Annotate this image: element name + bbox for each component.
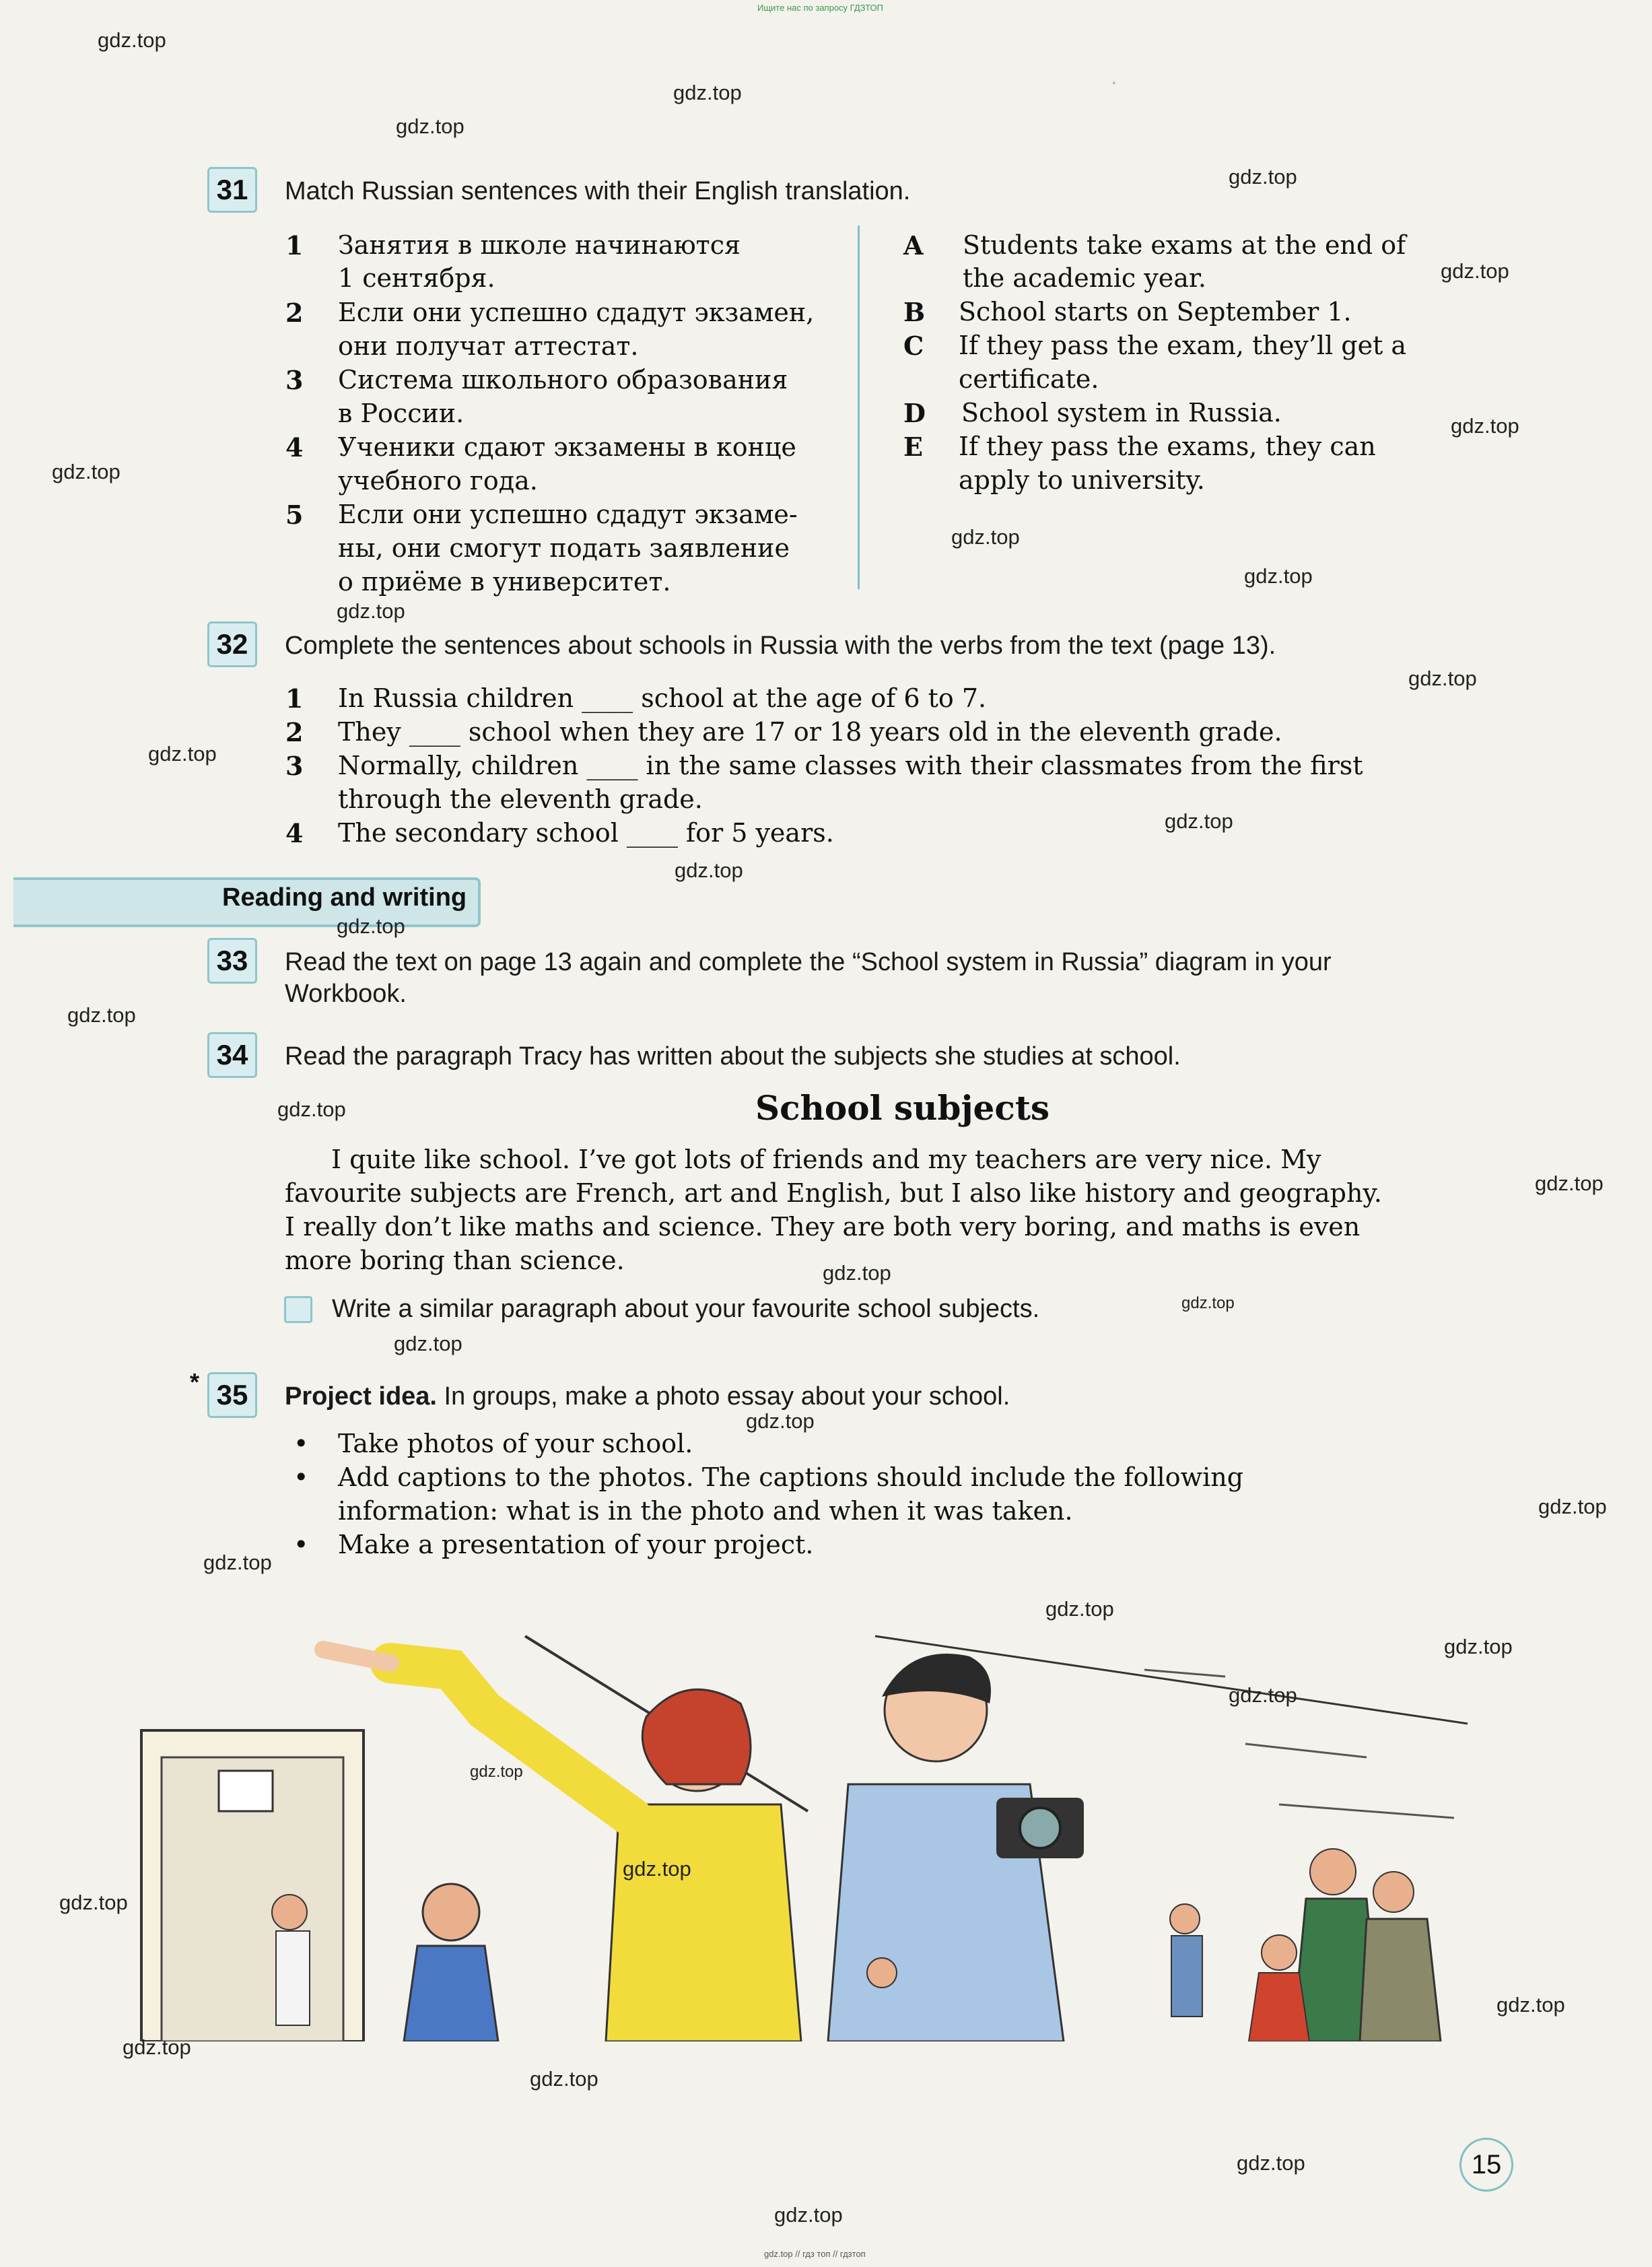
watermark: gdz.top <box>675 858 743 882</box>
watermark: gdz.top <box>623 1857 691 1881</box>
ru-number: 3 <box>285 365 304 395</box>
en-line: If they pass the exam, they’ll get a <box>959 331 1407 360</box>
watermark: gdz.top <box>1045 1597 1114 1621</box>
bullet-icon: • <box>294 1462 309 1492</box>
watermark: gdz.top <box>67 1003 136 1027</box>
exercise-32-badge: 32 <box>207 621 257 667</box>
en-letter: D <box>903 398 926 428</box>
watermark: gdz.top <box>1496 1993 1565 2017</box>
watermark: gdz.top <box>470 1763 523 1781</box>
watermark: gdz.top <box>1451 414 1519 438</box>
watermark: gdz.top <box>394 1332 462 1355</box>
project-idea-text: In groups, make a photo essay about your school. <box>436 1382 1010 1411</box>
en-line: certificate. <box>959 364 1099 394</box>
ru-number: 2 <box>285 298 304 328</box>
column-divider <box>858 226 860 589</box>
item-text: They ____ school when they are 17 or 18 years old in the eleventh grade. <box>338 717 1282 747</box>
watermark: gdz.top <box>530 2067 598 2091</box>
bullet-text: Add captions to the photos. The captions should include the following <box>338 1462 1244 1492</box>
en-letter: B <box>903 297 926 327</box>
bullet-icon: • <box>294 1530 309 1559</box>
watermark: gdz.top <box>1165 809 1233 833</box>
en-line: the academic year. <box>963 263 1206 293</box>
exercise-34-instruction: Read the paragraph Tracy has written about the subjects she studies at school. <box>285 1042 1181 1071</box>
watermark: gdz.top <box>1535 1172 1604 1195</box>
ru-line: о приёме в университет. <box>338 567 671 597</box>
ru-line: Занятия в школе начинаются <box>338 230 741 260</box>
exercise-35-badge: 35 <box>207 1372 257 1418</box>
bullet-icon: • <box>294 1429 309 1458</box>
bullet-text: Make a presentation of your project. <box>338 1530 814 1559</box>
item-number: 3 <box>285 751 304 781</box>
writing-task: Write a similar paragraph about your favourite school subjects. <box>332 1295 1040 1323</box>
watermark: gdz.top <box>123 2035 191 2059</box>
en-line: If they pass the exams, they can <box>959 432 1376 461</box>
paragraph-line: more boring than science. <box>285 1246 625 1275</box>
en-letter: C <box>903 331 924 361</box>
en-line: Students take exams at the end of <box>963 230 1406 260</box>
ru-line: учебного года. <box>338 466 538 496</box>
watermark: gdz.top <box>1538 1495 1607 1518</box>
watermark: gdz.top <box>98 28 166 52</box>
watermark: gdz.top <box>277 1097 346 1121</box>
watermark: gdz.top <box>59 1891 128 1914</box>
item-text: through the eleventh grade. <box>338 784 703 814</box>
watermark: gdz.top <box>823 1261 891 1285</box>
bullet-text: information: what is in the photo and when it was taken. <box>338 1496 1073 1526</box>
star-marker: * <box>190 1368 200 1396</box>
exercise-34-badge: 34 <box>207 1032 257 1078</box>
paragraph-line: favourite subjects are French, art and English, but I also like history and geography. <box>285 1178 1382 1208</box>
exercise-31-badge: 31 <box>207 167 257 213</box>
watermark: gdz.top <box>1244 564 1313 588</box>
exercise-33-line: Workbook. <box>285 980 407 1008</box>
exercise-33-line: Read the text on page 13 again and complete the “School system in Russia” diagram in your <box>285 948 1332 976</box>
exercise-35-instruction <box>285 1382 1010 1411</box>
watermark: gdz.top <box>1229 165 1297 189</box>
watermark: gdz.top <box>52 460 121 483</box>
ru-line: Если они успешно сдадут экзамен, <box>338 298 815 327</box>
item-number: 2 <box>285 717 304 747</box>
watermark: gdz.top <box>1444 1635 1513 1658</box>
ru-number: 1 <box>285 230 304 261</box>
item-text: The secondary school ____ for 5 years. <box>338 818 834 848</box>
page-number: 15 <box>1459 2138 1513 2192</box>
watermark: gdz.top <box>1229 1683 1297 1707</box>
exercise-32-instruction: Complete the sentences about schools in Russia with the verbs from the text (page 13). <box>285 632 1276 660</box>
watermark: gdz.top <box>337 599 405 623</box>
watermark: gdz.top <box>1237 2151 1305 2175</box>
en-line: apply to university. <box>959 465 1205 495</box>
ru-line: Ученики сдают экзамены в конце <box>338 432 796 462</box>
watermark: gdz.top <box>673 81 742 104</box>
project-idea-label: Project idea. <box>285 1382 437 1411</box>
paragraph-line: I really don’t like maths and science. They are both very boring, and maths is even <box>285 1212 1361 1242</box>
watermark: gdz.top <box>1181 1294 1235 1312</box>
item-text: Normally, children ____ in the same classes with their classmates from the first <box>338 751 1363 780</box>
footer-note: gdz.top // гдз топ // гдзтоп <box>764 2249 866 2259</box>
ru-number: 4 <box>285 432 304 463</box>
watermark: gdz.top <box>396 114 464 138</box>
en-line: School starts on September 1. <box>959 297 1352 327</box>
header-note: Ищите нас по запросу ГДЗТОП <box>757 3 884 13</box>
watermark: gdz.top <box>1408 667 1477 690</box>
ru-line: в России. <box>338 399 464 428</box>
item-number: 4 <box>285 818 304 848</box>
ru-line: Система школьного образования <box>338 365 788 395</box>
ru-line: ны, они смогут подать заявление <box>338 533 790 563</box>
school-subjects-heading: School subjects <box>755 1088 1050 1128</box>
watermark: gdz.top <box>148 742 217 766</box>
exercise-31-instruction: Match Russian sentences with their English translation. <box>285 177 911 205</box>
en-letter: E <box>903 432 923 462</box>
watermark: gdz.top <box>1441 259 1509 283</box>
item-text: In Russia children ____ school at the age of 6 to 7. <box>338 683 987 713</box>
ru-line: Если они успешно сдадут экзаме- <box>338 500 798 529</box>
en-line: School system in Russia. <box>961 398 1282 428</box>
ru-line: 1 сентября. <box>338 263 495 293</box>
section-title: Reading and writing <box>222 883 467 912</box>
ru-number: 5 <box>285 500 304 530</box>
ru-line: они получат аттестат. <box>338 331 639 361</box>
exercise-33-badge: 33 <box>207 938 257 984</box>
writing-task-icon <box>284 1296 312 1323</box>
en-letter: A <box>903 230 924 261</box>
watermark: gdz.top <box>203 1551 272 1574</box>
watermark: gdz.top <box>746 1409 815 1433</box>
bullet-text: Take photos of your school. <box>338 1429 693 1458</box>
watermark: gdz.top <box>337 914 405 938</box>
watermark: gdz.top <box>951 525 1020 549</box>
item-number: 1 <box>285 683 304 714</box>
watermark: gdz.top <box>774 2203 843 2227</box>
paragraph-line: I quite like school. I’ve got lots of friends and my teachers are very nice. My <box>331 1145 1321 1174</box>
